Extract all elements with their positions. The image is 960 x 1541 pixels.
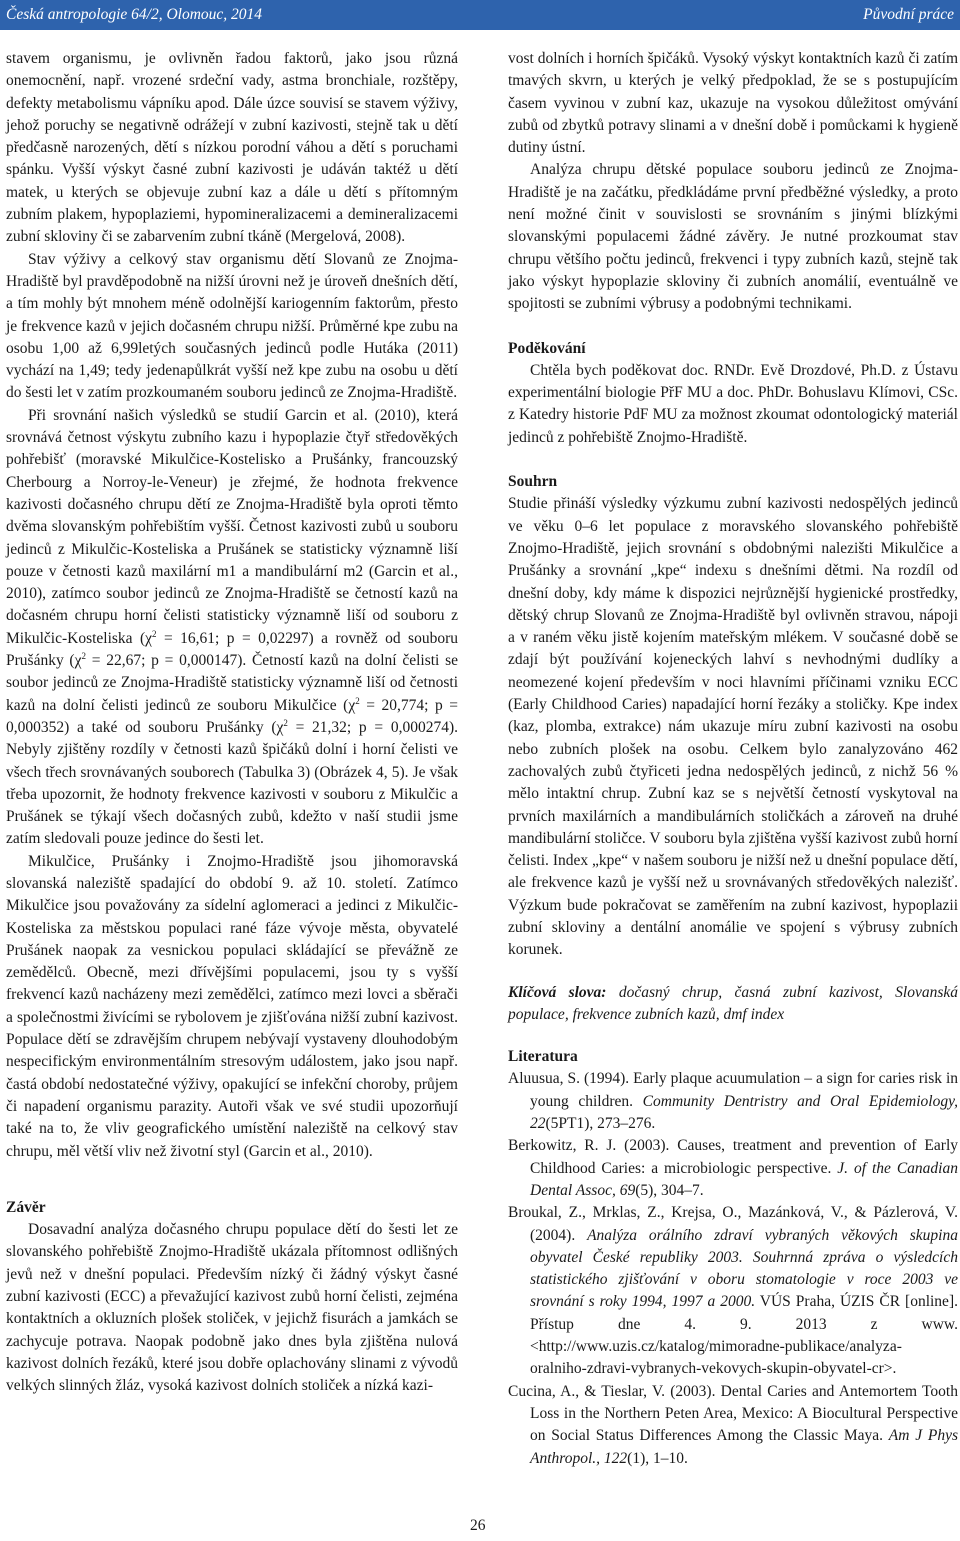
reference-text: (5), 304–7. (635, 1181, 704, 1199)
superscript: 2 (355, 695, 360, 706)
page-number: 26 (470, 1517, 486, 1534)
paragraph: Chtěla bych poděkovat doc. RNDr. Evě Drozdové, Ph.D. z Ústavu experimentální biologie PřF MU a doc. PhDr. Bohuslavu Klímovi, CSc. z Katedry historie PdF MU za možnost zkoumat odontologický materiál jedinců z pohřebiště Znojmo-Hradiště. (508, 361, 958, 446)
reference-text: Aluusua, S. (1994). Early plaque acuumulation – a sign for caries risk in young children. (508, 1070, 958, 1110)
running-header (0, 0, 960, 30)
superscript: 2 (152, 628, 157, 639)
journal-title: Česká antropologie 64/2, Olomouc, 2014 (6, 6, 263, 23)
paragraph-text: Při srovnání našich výsledků se studií Garcin et al. (2010), která srovnává četnost výskytu zubního kazu i hypoplazie čtyř středověkých pohřebišť (moravské Mikulčice-Kostelisko a Prušánky, francouzský Cherbourg a Norroy-le-Veneur) je zřejmé, že hodnota frekvence kazivosti dočasného chrupu dětí ze Znojma-Hradiště byla oproti těmto dvěma slovanským pohřebištím vyšší. Četnost kazivosti zubů u souboru jedinců z Mikulčic-Kosteliska a Prušánek se statisticky významně liší pouze v četnosti kazů maxilární m1 a mandibulární m2 (Garcin et al., 2010), zatímco soubor jedinců ze Znojma-Hradiště se četností kazů na dočasném chrupu horní čelisti statisticky významně liší od souboru z Mikulčic-Kosteliska (χ (6, 406, 458, 647)
section-title: Původní práce (863, 6, 954, 23)
reference-source: Analýza orálního zdraví vybraných věkových skupina obyvatel České republiky 2003. Souhrnná zpráva o výsledcích statistického zjišťování v oboru stomatologie v roce 2003 ve srovnání s roky 1994, 1997 a 2000. (530, 1226, 958, 1311)
right-column (508, 48, 958, 1470)
paragraph-text: = 20,774; p = 0,000352) a také od souboru Prušánky (χ (6, 696, 458, 736)
reference-source: Community Dentristry and Oral Epidemiology, 22 (530, 1092, 958, 1133)
section-heading-podekovani: Poděkování (508, 339, 586, 357)
keywords (508, 982, 958, 1027)
reference-source: J. of the Canadian Dental Assoc, 69 (530, 1159, 958, 1199)
paragraph: vost dolních i horních špičáků. Vysoký výskyt kontaktních kazů či zatím tmavých skvrn, u kterých je velký předpoklad, že se s postupujícím časem vyvinou v zubní kaz, ukazuje na vysokou důležitost omývání zubů od zbytků potravy slinami a v dnešní době i pomůckami k hygieně dutiny ústní. (508, 50, 958, 157)
superscript: 2 (81, 650, 86, 661)
reference-item (508, 1381, 958, 1470)
paragraph-text: = 22,67; p = 0,000147). Četností kazů na dolní čelisti se soubor jedinců ze Znojma-Hradiště statisticky významně liší od četnosti kazů na dolní čelisti jedinců ze souboru Mikulčice (χ (6, 652, 458, 714)
reference-item (508, 1068, 958, 1135)
left-column (6, 48, 458, 1398)
paragraph: Analýza chrupu dětské populace souboru jedinců ze Znojma-Hradiště je na začátku, předkládáme první předběžné výsledky, a proto není možné činit v souvislosti se srovnáním s jinými blízkými slovanskými populacemi žádné závěry. Je nutné prozkoumat stav chrupu většího počtu jedinců, frekvenci i typy zubních kazů, stejně tak jako výskyt hypoplazie skloviny či zubních anomálií, eventuálně ve spojitosti se zubními výbrusy a podobnými technikami. (508, 161, 958, 313)
reference-text: (1), 1–10. (627, 1449, 688, 1467)
reference-text: Broukal, Z., Mrklas, Z., Krejsa, O., Mazánková, V., & Pázlerová, V. (2004). (508, 1204, 958, 1244)
keywords-label: Klíčová slova: (508, 983, 607, 1001)
reference-text: Cucina, A., & Tieslar, V. (2003). Dental Caries and Antemortem Tooth Loss in the Northern Peten Area, Mexico: A Biocultural Perspective on Social Status Differences Among the Classic Maya. (508, 1382, 958, 1445)
keywords-text: dočasný chrup, časná zubní kazivost, Slovanská populace, frekvence zubních kazů, dmf index (508, 983, 958, 1023)
paragraph-text: = 16,61; p = 0,02297) a rovněž od souboru Prušánky (χ (6, 629, 458, 670)
reference-text: (5PT1), 273–276. (545, 1115, 656, 1133)
reference-source: Am J Phys Anthropol., 122 (530, 1427, 958, 1467)
paragraph: Stav výživy a celkový stav organismu dětí Slovanů ze Znojma-Hradiště byl pravděpodobně na nižší úrovni než je úroveň dnešních dětí, a tím mohly být mnohem méně odolnější kariogenním faktorům, přesto je frekvence kazů v jejich dočasném chrupu nižší. Průměrné kpe zubu na osobu 1,00 až 6,99letých současných jedinců podle Hutáka (2011) vychází na 1,49; tedy jedenapůlkrát vyšší než kpe zubu na osobu u dětí do šesti let v zatím prozkoumaném souboru jedinců ze Znojma-Hradiště. (6, 250, 458, 402)
paragraph: Mikulčice, Prušánky i Znojmo-Hradiště jsou jihomoravská slovanská naleziště spadající do období 9. až 10. století. Zatímco Mikulčice jsou považovány za sídelní aglomeraci a jedinci z Mikulčic-Kosteliska za městskou populaci rané fáze vývoje města, obyvatelé Prušánek naopak za vesnickou populaci skládající se převážně ze zemědělců. Obecně, mezi dřívějšími populacemi, jsou ty s vyšší frekvencí kazů nacházeny mezi zemědělci, zatímco mezi lovci a sběrači a společnostmi živícími se rybolovem je zjišťována nižší zubní kazivost. Populace dětí se zdravějším chrupem nebývají vystaveny dlouhodobým nespecifickým environmentálním stresovým událostem, jako jsou např. častá období nedostatečné výživy, opakující se infekční choroby, průjem či napadení organismu parazity. Autoři však ve své studii upozorňují také na to, že vliv geografického umístění naleziště na celkový stav chrupu, měl větší vliv než životní styl (Garcin et al., 2010). (6, 852, 458, 1160)
section-heading-zaver: Závěr (6, 1198, 46, 1216)
paragraph: stavem organismu, je ovlivněn řadou faktorů, jako jsou různá onemocnění, např. vrozené srdeční vady, astma bronchiale, rozštěpy, defekty metabolismu vápníku apod. Dále úzce souvisí se stavem výživy, jehož poruchy se negativně odrážejí v zubní kazivosti, stejně tak u dětí předčasně narozených, dětí s nízkou porodní váhou a dětí s poruchami spánku. Vyšší výskyt časné zubní kazivosti je udáván taktéž u dětí matek, u kterých se objevuje zubní kaz a dále u dětí s přítomným zubním plakem, hypoplaziemi, hypomineralizacemi a demineralizacemi zubní skloviny či se zabarvením zubní tkáně (Mergelová, 2008). (6, 50, 458, 246)
reference-text: Berkowitz, R. J. (2003). Causes, treatment and prevention of Early Childhood Caries: a microbiologic perspective. (508, 1137, 958, 1177)
paragraph: Dosavadní analýza dočasného chrupu populace dětí do šesti let ze slovanského pohřebiště Znojmo-Hradiště ukázala přítomnost odlišných jevů než v dnešní populaci. Především nízký či žádný výskyt časné zubní kazivosti (ECC) a převažující kazivost zubů horní čelisti, zejména kontaktních a okluzních plošek stoliček, v jejichž fisurách a jamkách se zachycuje potrava. Naopak podobně jako dnes byla zjištěna nulová kazivost dolních řezáků, které jsou dobře oplachovány slinami z vývodů velkých slinných žláz, vysoká kazivost dolních stoliček a nízká kazi- (6, 1221, 458, 1395)
reference-item (508, 1135, 958, 1202)
superscript: 2 (283, 717, 288, 728)
paragraph-text: = 21,32; p = 0,000274). Nebyly zjištěny rozdíly v četnosti kazů špičáků dolní i horní čelisti ve všech třech srovnávaných souborech (Tabulka 3) (Obrázek 4, 5). Je však třeba upozornit, že hodnoty frekvence kazivosti v souboru z Mikulčic a Prušánek se týkají všech dočasných zubů, kdežto v naší studii jsme zatím sledovali pouze jedince do šesti let. (6, 718, 458, 848)
section-heading-souhrn: Souhrn (508, 473, 558, 491)
paragraph (6, 405, 458, 851)
reference-text: VÚS Praha, ÚZIS ČR [online]. Přístup dne 4. 9. 2013 z www.<http://www.uzis.cz/katalog/mimoradne-publikace/analyza-oralniho-zdravi-vybranych-vekovych-skupin-obyvatel-cr>. (530, 1293, 958, 1378)
section-heading-literatura: Literatura (508, 1048, 578, 1066)
abstract-paragraph: Studie přináší výsledky výzkumu zubní kazivosti nedospělých jedinců ve věku 0–6 let populace z moravského slovanského pohřebiště Znojmo-Hradiště, jejich srovnání s obdobnými nalezišti Mikulčice a Prušánky a srovnání „kpe“ indexu s dnešními dětmi. Na rozdíl od dnešní doby, kdy máme k dispozici nejrůznější hygienické prostředky, dětský chrup Slovanů ze Znojma-Hradiště byl ovlivněn stravou, nápoji a v raném věku jistě kojením mateřským mlékem. V současné době se zdají být používání kojeneckých lahví s nevhodnými dudlíky a neomezené kojení především v noci hlavními příčinami vzniku ECC (Early Childhood Caries) napadající horní řezáky a stoličky. Kpe index (kaz, plomba, extrakce) nám ukazuje míru zubní kazivosti na osobu nebo zubních plošek na osobu. Celkem bylo zanalyzováno 462 zachovalých zubů čtyřiceti jedna nedospělých jedinců, z nichž 56 % mělo intaktní chrup. Zubní kaz se s největší četností vyskytoval na prvních maxilárních a mandibulárních stoličkách a zároveň na druhé mandibulární stoličce. V souboru byla zjištěna vyšší kazivost zubů horní čelisti. Index „kpe“ v našem souboru je nižší než u dnešní populace dětí, ale frekvence kazů je vyšší než u srovnávaných středověkých nalezišť. Výzkum bude pokračovat se zaměřením na zubní kazivost, hypoplazii zubní skloviny a dentální anomálie ve spojení s výbrusy zubních korunek. (508, 495, 958, 959)
reference-item (508, 1202, 958, 1380)
